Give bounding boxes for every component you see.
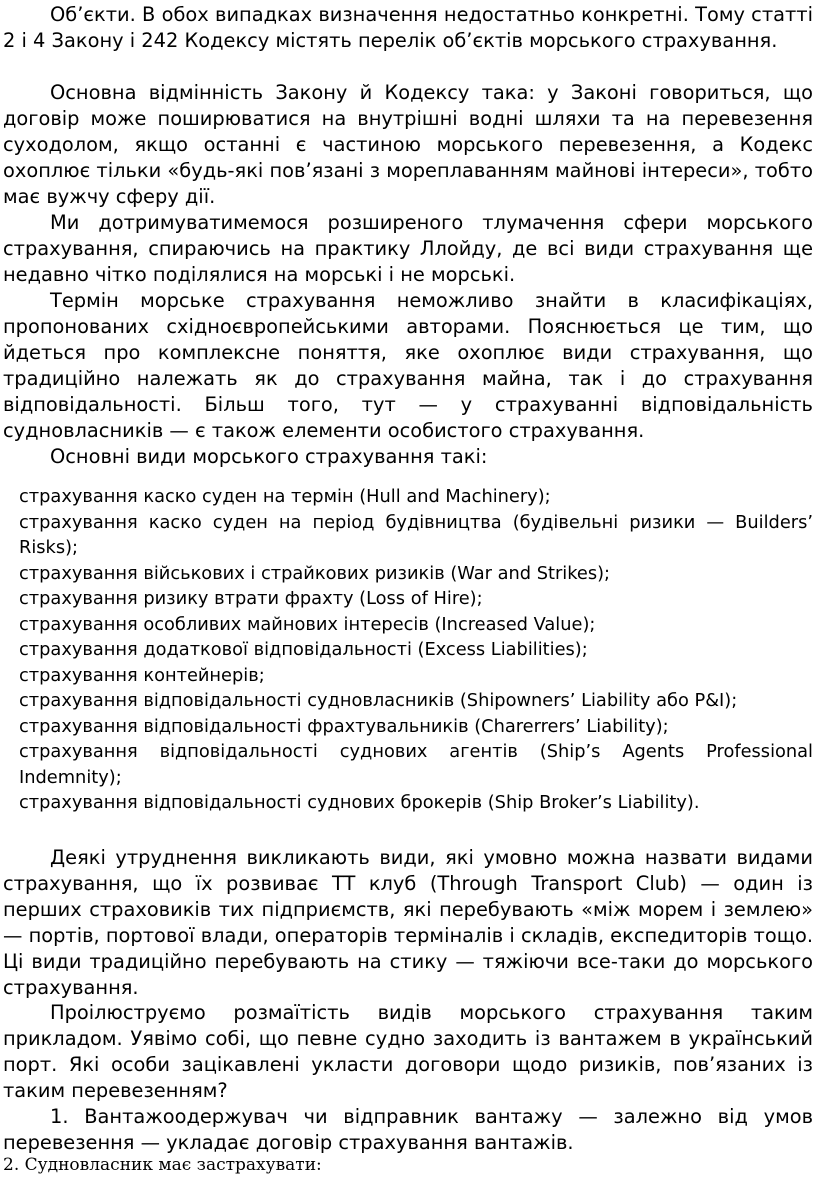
list-item: страхування відповідальності фрахтувальників (Charerrers’ Liability); bbox=[19, 715, 669, 737]
list-item: страхування каско суден на термін (Hull and Machinery); bbox=[19, 486, 551, 507]
insurance-types-list bbox=[19, 484, 813, 816]
paragraph-term-definition: Термін морське страхування неможливо знайти в класифікаціях, пропонованих східноєвропейськими авторами. Пояснюється це тим, що йдеться про комплексне поняття, яке охоплює види страхування, що традиційно належать як до страхування майна, так і до страхування відповідальності. Більш того, тут — у страхуванні відповідальність судновласників — є також елементи особистого страхування. bbox=[3, 289, 813, 442]
paragraph-objects: Об’єкти. В обох випадках визначення недостатньо конкретні. Тому статті 2 і 4 Закону і 242 Кодексу містять перелік об’єктів морського страхування. bbox=[3, 3, 813, 52]
paragraph-lloyds-practice: Ми дотримуватимемося розширеного тлумачення сфери морського страхування, спираючись на практику Ллойду, де всі види страхування ще недавно чітко поділялися на морські і не морські. bbox=[3, 211, 813, 286]
paragraph-example: Проілюструємо розмаїтість видів морського страхування таким прикладом. Уявімо собі, що певне судно заходить із вантажем в український порт. Які особи зацікавлені укласти договори щодо ризиків, пов’язаних із таким перевезенням? bbox=[3, 1001, 813, 1102]
paragraph-tt-club: Деякі утруднення викликають види, які умовно можна назвати видами страхування, що їх розвиває TT клуб (Through Transport Club) — один із перших страховиків тих підприємств, які перебувають «між морем і землею» — портів, портової влади, операторів терміналів і складів, експедиторів тощо. Ці види традиційно перебувають на стику — тяжіючи все-таки до морського страхування. bbox=[3, 846, 813, 999]
list-item: страхування відповідальності суднових агентів (Ship’s Agents Professional Indemnity); bbox=[19, 741, 813, 788]
list-item: страхування додаткової відповідальності (Excess Liabilities); bbox=[19, 639, 588, 660]
paragraph-law-code-difference: Основна відмінність Закону й Кодексу така: у Законі говориться, що договір може поширюватися на внутрішні водні шляхи та на перевезення суходолом, якщо останні є частиною морського перевезення, а Кодекс охоплює тільки «будь-які пов’язані з мореплаванням майнові інтереси», тобто має вужчу сферу дії. bbox=[3, 81, 813, 208]
list-item: страхування контейнерів; bbox=[19, 664, 265, 686]
list-item: страхування каско суден на період будівництва (будівельні ризики — Builders’ Risks); bbox=[19, 511, 813, 558]
paragraph-list-intro: Основні види морського страхування такі: bbox=[50, 445, 488, 468]
list-item: страхування особливих майнових інтересів (Increased Value); bbox=[19, 613, 596, 635]
list-item: страхування відповідальності судновласників (Shipowners’ Liability або P&I); bbox=[19, 690, 738, 711]
list-item: страхування військових і страйкових ризиків (War and Strikes); bbox=[19, 562, 611, 584]
list-item: страхування ризику втрати фрахту (Loss of Hire); bbox=[19, 588, 483, 609]
paragraph-cargo-owner: 1. Вантажоодержувач чи відправник вантажу — залежно від умов перевезення — укладає договір страхування вантажів. bbox=[3, 1105, 813, 1154]
shipowner-heading-line: 2. Судновласник має застрахувати: bbox=[3, 1155, 322, 1175]
list-item: страхування відповідальності суднових брокерів (Ship Broker’s Liability). bbox=[19, 792, 700, 813]
